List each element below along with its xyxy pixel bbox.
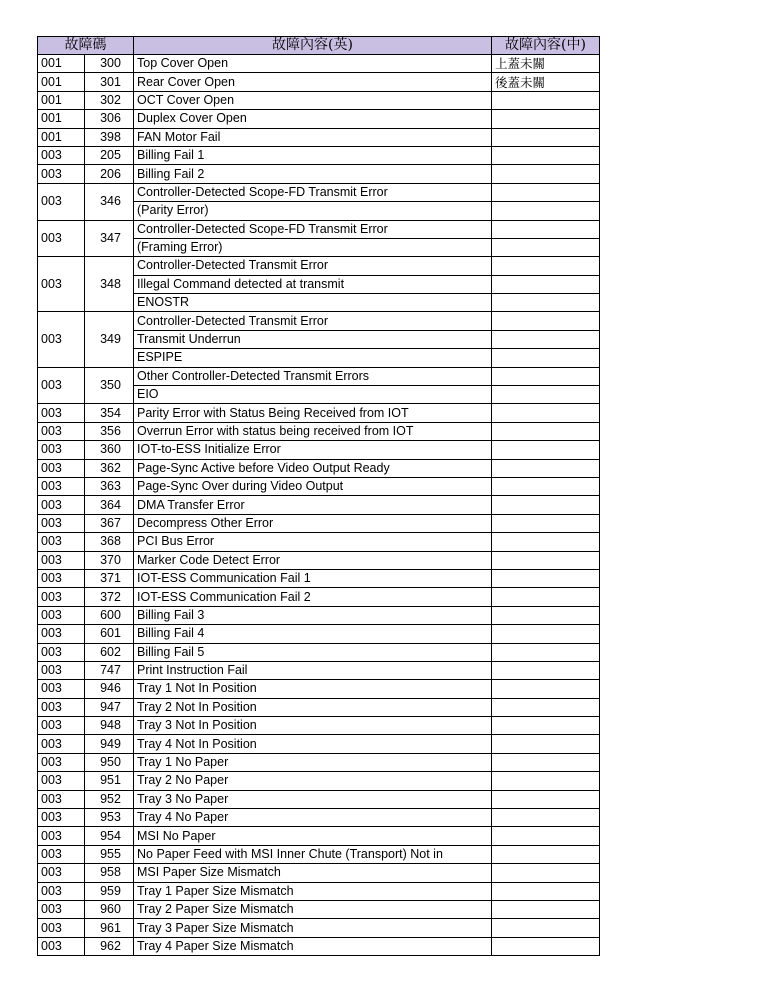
fault-description-en: Tray 4 No Paper	[134, 809, 492, 827]
fault-sub-code: 348	[85, 257, 134, 312]
table-row	[38, 625, 600, 643]
fault-group-code: 001	[38, 128, 85, 146]
fault-description-en: Parity Error with Status Being Received from IOT	[134, 404, 492, 422]
table-row	[38, 772, 600, 790]
fault-description-zh	[492, 643, 600, 661]
fault-sub-code: 301	[85, 73, 134, 91]
fault-group-code: 003	[38, 625, 85, 643]
fault-description-en: Marker Code Detect Error	[134, 551, 492, 569]
fault-group-code: 003	[38, 514, 85, 532]
fault-sub-code: 948	[85, 717, 134, 735]
table-row	[38, 753, 600, 771]
fault-sub-code: 602	[85, 643, 134, 661]
fault-sub-code: 360	[85, 441, 134, 459]
fault-description-zh	[492, 183, 600, 201]
table-row	[38, 183, 600, 201]
fault-group-code: 003	[38, 827, 85, 845]
fault-group-code: 003	[38, 900, 85, 918]
fault-description-en: ESPIPE	[134, 349, 492, 367]
fault-group-code: 003	[38, 183, 85, 220]
fault-group-code: 003	[38, 845, 85, 863]
fault-description-en: ENOSTR	[134, 294, 492, 312]
table-row	[38, 477, 600, 495]
fault-description-zh	[492, 551, 600, 569]
fault-description-en: IOT-ESS Communication Fail 1	[134, 569, 492, 587]
fault-description-en: IOT-to-ESS Initialize Error	[134, 441, 492, 459]
table-row	[38, 717, 600, 735]
fault-description-en: Transmit Underrun	[134, 330, 492, 348]
fault-group-code: 003	[38, 772, 85, 790]
table-row	[38, 533, 600, 551]
fault-description-zh	[492, 790, 600, 808]
table-row	[38, 91, 600, 109]
fault-description-en: Overrun Error with status being received from IOT	[134, 422, 492, 440]
fault-description-en: OCT Cover Open	[134, 91, 492, 109]
fault-sub-code: 952	[85, 790, 134, 808]
header-content-zh: 故障內容(中)	[492, 37, 600, 55]
table-row	[38, 606, 600, 624]
fault-description-zh	[492, 496, 600, 514]
table-row	[38, 551, 600, 569]
fault-description-en: Tray 1 No Paper	[134, 753, 492, 771]
fault-description-en: Rear Cover Open	[134, 73, 492, 91]
table-row	[38, 588, 600, 606]
table-row	[38, 864, 600, 882]
fault-sub-code: 347	[85, 220, 134, 257]
fault-group-code: 003	[38, 864, 85, 882]
fault-description-en: Tray 3 Not In Position	[134, 717, 492, 735]
fault-description-zh	[492, 146, 600, 164]
fault-description-zh	[492, 606, 600, 624]
fault-group-code: 001	[38, 55, 85, 73]
fault-description-en: Billing Fail 1	[134, 146, 492, 164]
fault-description-zh	[492, 937, 600, 955]
table-row	[38, 73, 600, 91]
table-row	[38, 735, 600, 753]
fault-group-code: 001	[38, 73, 85, 91]
table-row	[38, 422, 600, 440]
fault-description-zh: 上蓋未關	[492, 55, 600, 73]
fault-group-code: 003	[38, 312, 85, 367]
fault-description-zh	[492, 367, 600, 385]
fault-description-zh	[492, 864, 600, 882]
fault-description-en: Page-Sync Over during Video Output	[134, 477, 492, 495]
fault-description-en: Billing Fail 4	[134, 625, 492, 643]
fault-group-code: 003	[38, 367, 85, 404]
fault-description-en: No Paper Feed with MSI Inner Chute (Transport) Not in	[134, 845, 492, 863]
fault-sub-code: 354	[85, 404, 134, 422]
fault-group-code: 003	[38, 643, 85, 661]
fault-sub-code: 300	[85, 55, 134, 73]
fault-description-en: (Framing Error)	[134, 238, 492, 256]
table-row	[38, 698, 600, 716]
fault-description-en: Duplex Cover Open	[134, 110, 492, 128]
fault-description-zh	[492, 569, 600, 587]
fault-description-en: Tray 4 Not In Position	[134, 735, 492, 753]
table-row	[38, 882, 600, 900]
fault-description-zh	[492, 588, 600, 606]
fault-group-code: 003	[38, 735, 85, 753]
fault-sub-code: 370	[85, 551, 134, 569]
fault-group-code: 001	[38, 91, 85, 109]
fault-description-zh	[492, 717, 600, 735]
fault-group-code: 003	[38, 220, 85, 257]
fault-group-code: 003	[38, 257, 85, 312]
fault-description-zh	[492, 128, 600, 146]
fault-group-code: 003	[38, 937, 85, 955]
fault-group-code: 003	[38, 809, 85, 827]
fault-sub-code: 302	[85, 91, 134, 109]
fault-group-code: 003	[38, 753, 85, 771]
fault-sub-code: 947	[85, 698, 134, 716]
fault-group-code: 003	[38, 698, 85, 716]
fault-description-zh: 後蓋未關	[492, 73, 600, 91]
fault-description-zh	[492, 238, 600, 256]
fault-sub-code: 601	[85, 625, 134, 643]
fault-description-zh	[492, 919, 600, 937]
fault-sub-code: 372	[85, 588, 134, 606]
fault-group-code: 003	[38, 717, 85, 735]
fault-description-zh	[492, 330, 600, 348]
fault-description-en: Billing Fail 2	[134, 165, 492, 183]
fault-description-en: Tray 1 Paper Size Mismatch	[134, 882, 492, 900]
fault-description-zh	[492, 625, 600, 643]
fault-description-en: DMA Transfer Error	[134, 496, 492, 514]
table-row	[38, 312, 600, 330]
fault-sub-code: 364	[85, 496, 134, 514]
fault-sub-code: 398	[85, 128, 134, 146]
fault-description-zh	[492, 404, 600, 422]
table-row	[38, 146, 600, 164]
table-row	[38, 441, 600, 459]
fault-description-zh	[492, 275, 600, 293]
fault-group-code: 003	[38, 661, 85, 679]
fault-description-zh	[492, 477, 600, 495]
fault-description-zh	[492, 312, 600, 330]
fault-group-code: 003	[38, 569, 85, 587]
fault-sub-code: 371	[85, 569, 134, 587]
table-row	[38, 514, 600, 532]
fault-sub-code: 953	[85, 809, 134, 827]
fault-description-en: Tray 3 Paper Size Mismatch	[134, 919, 492, 937]
fault-sub-code: 363	[85, 477, 134, 495]
fault-group-code: 003	[38, 459, 85, 477]
fault-description-en: Tray 1 Not In Position	[134, 680, 492, 698]
fault-description-en: Controller-Detected Transmit Error	[134, 312, 492, 330]
table-row	[38, 459, 600, 477]
fault-description-en: PCI Bus Error	[134, 533, 492, 551]
fault-description-zh	[492, 202, 600, 220]
table-row	[38, 257, 600, 275]
fault-group-code: 001	[38, 110, 85, 128]
fault-sub-code: 949	[85, 735, 134, 753]
fault-description-en: Tray 2 Not In Position	[134, 698, 492, 716]
fault-group-code: 003	[38, 496, 85, 514]
fault-group-code: 003	[38, 146, 85, 164]
fault-description-en: Tray 4 Paper Size Mismatch	[134, 937, 492, 955]
fault-group-code: 003	[38, 919, 85, 937]
table-row	[38, 404, 600, 422]
fault-description-en: Top Cover Open	[134, 55, 492, 73]
fault-sub-code: 362	[85, 459, 134, 477]
fault-sub-code: 206	[85, 165, 134, 183]
fault-description-en: Page-Sync Active before Video Output Ready	[134, 459, 492, 477]
fault-description-zh	[492, 294, 600, 312]
table-row	[38, 827, 600, 845]
fault-description-zh	[492, 753, 600, 771]
fault-description-en: Controller-Detected Scope-FD Transmit Error	[134, 220, 492, 238]
table-row	[38, 569, 600, 587]
fault-description-zh	[492, 680, 600, 698]
table-row	[38, 165, 600, 183]
fault-description-en: Billing Fail 5	[134, 643, 492, 661]
header-fault-code: 故障碼	[38, 37, 134, 55]
fault-description-zh	[492, 514, 600, 532]
fault-sub-code: 367	[85, 514, 134, 532]
fault-code-table	[37, 36, 600, 956]
fault-description-zh	[492, 900, 600, 918]
fault-sub-code: 600	[85, 606, 134, 624]
table-row	[38, 680, 600, 698]
fault-sub-code: 349	[85, 312, 134, 367]
fault-description-en: EIO	[134, 386, 492, 404]
fault-description-zh	[492, 165, 600, 183]
fault-description-en: Controller-Detected Scope-FD Transmit Error	[134, 183, 492, 201]
fault-sub-code: 946	[85, 680, 134, 698]
fault-description-en: FAN Motor Fail	[134, 128, 492, 146]
fault-group-code: 003	[38, 882, 85, 900]
table-row	[38, 55, 600, 73]
fault-sub-code: 350	[85, 367, 134, 404]
table-row	[38, 220, 600, 238]
fault-description-en: Other Controller-Detected Transmit Errors	[134, 367, 492, 385]
fault-description-zh	[492, 698, 600, 716]
fault-description-zh	[492, 257, 600, 275]
table-row	[38, 643, 600, 661]
fault-group-code: 003	[38, 533, 85, 551]
fault-sub-code: 950	[85, 753, 134, 771]
fault-sub-code: 962	[85, 937, 134, 955]
fault-group-code: 003	[38, 477, 85, 495]
fault-description-zh	[492, 845, 600, 863]
fault-sub-code: 961	[85, 919, 134, 937]
table-row	[38, 809, 600, 827]
fault-sub-code: 747	[85, 661, 134, 679]
fault-description-en: Tray 3 No Paper	[134, 790, 492, 808]
fault-group-code: 003	[38, 551, 85, 569]
fault-description-zh	[492, 772, 600, 790]
fault-description-en: Decompress Other Error	[134, 514, 492, 532]
table-row	[38, 845, 600, 863]
fault-description-en: IOT-ESS Communication Fail 2	[134, 588, 492, 606]
table-row	[38, 128, 600, 146]
fault-description-zh	[492, 661, 600, 679]
fault-description-en: Illegal Command detected at transmit	[134, 275, 492, 293]
fault-description-zh	[492, 386, 600, 404]
fault-description-en: MSI No Paper	[134, 827, 492, 845]
fault-description-zh	[492, 110, 600, 128]
table-row	[38, 790, 600, 808]
fault-description-zh	[492, 441, 600, 459]
fault-description-zh	[492, 459, 600, 477]
fault-description-zh	[492, 533, 600, 551]
fault-sub-code: 954	[85, 827, 134, 845]
fault-sub-code: 958	[85, 864, 134, 882]
fault-description-en: Billing Fail 3	[134, 606, 492, 624]
fault-description-zh	[492, 882, 600, 900]
table-row	[38, 367, 600, 385]
table-row	[38, 900, 600, 918]
fault-group-code: 003	[38, 790, 85, 808]
fault-group-code: 003	[38, 422, 85, 440]
fault-sub-code: 356	[85, 422, 134, 440]
fault-description-zh	[492, 827, 600, 845]
fault-group-code: 003	[38, 165, 85, 183]
fault-description-zh	[492, 422, 600, 440]
header-content-en: 故障內容(英)	[134, 37, 492, 55]
fault-description-en: MSI Paper Size Mismatch	[134, 864, 492, 882]
table-row	[38, 496, 600, 514]
fault-sub-code: 955	[85, 845, 134, 863]
fault-sub-code: 346	[85, 183, 134, 220]
fault-group-code: 003	[38, 588, 85, 606]
fault-description-zh	[492, 349, 600, 367]
fault-description-en: Controller-Detected Transmit Error	[134, 257, 492, 275]
fault-description-zh	[492, 91, 600, 109]
fault-group-code: 003	[38, 404, 85, 422]
fault-sub-code: 368	[85, 533, 134, 551]
fault-sub-code: 960	[85, 900, 134, 918]
fault-description-en: Tray 2 No Paper	[134, 772, 492, 790]
fault-description-zh	[492, 220, 600, 238]
table-row	[38, 661, 600, 679]
fault-description-en: (Parity Error)	[134, 202, 492, 220]
fault-description-zh	[492, 809, 600, 827]
fault-sub-code: 951	[85, 772, 134, 790]
table-row	[38, 937, 600, 955]
fault-description-zh	[492, 735, 600, 753]
fault-group-code: 003	[38, 606, 85, 624]
header-row	[38, 37, 600, 55]
fault-sub-code: 306	[85, 110, 134, 128]
fault-sub-code: 959	[85, 882, 134, 900]
fault-description-en: Print Instruction Fail	[134, 661, 492, 679]
fault-group-code: 003	[38, 441, 85, 459]
fault-group-code: 003	[38, 680, 85, 698]
table-row	[38, 919, 600, 937]
table-row	[38, 110, 600, 128]
fault-sub-code: 205	[85, 146, 134, 164]
fault-description-en: Tray 2 Paper Size Mismatch	[134, 900, 492, 918]
